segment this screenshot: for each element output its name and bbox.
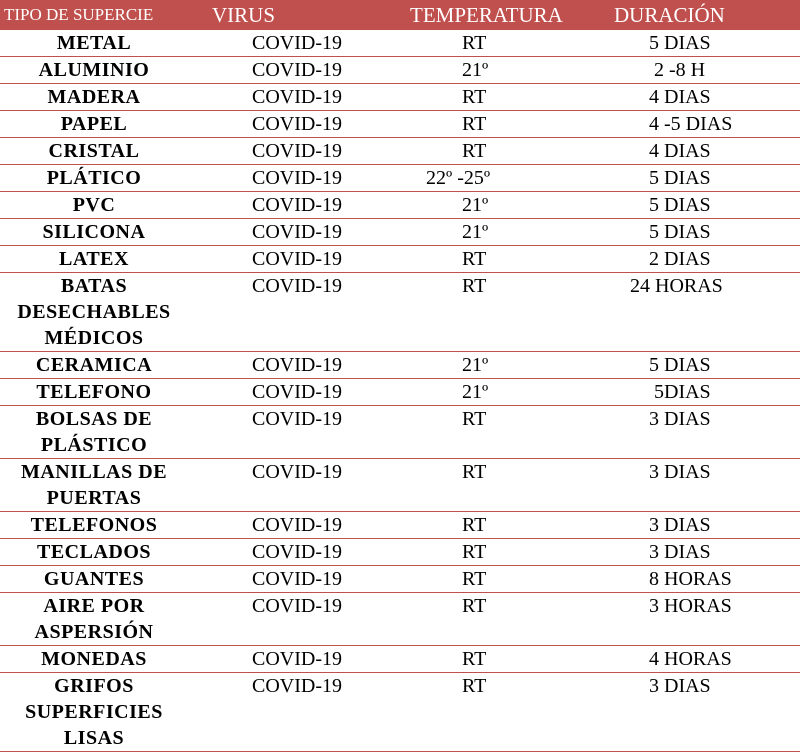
table-row	[0, 246, 800, 273]
duration-cell: 3 DIAS	[594, 539, 800, 566]
header-surface: TIPO DE SUPERCIE	[0, 0, 188, 30]
duration-cell: 5 DIAS	[594, 192, 800, 219]
surface-cell: BOLSAS DE PLÁSTICO	[0, 406, 188, 459]
temperature-cell: RT	[384, 646, 594, 673]
virus-cell: COVID-19	[188, 646, 384, 673]
table-row	[0, 192, 800, 219]
virus-cell: COVID-19	[188, 30, 384, 57]
table-row	[0, 219, 800, 246]
surface-cell: GUANTES	[0, 566, 188, 593]
virus-cell: COVID-19	[188, 512, 384, 539]
temperature-cell: RT	[384, 406, 594, 459]
temperature-cell: RT	[384, 138, 594, 165]
surface-cell: TELEFONO	[0, 379, 188, 406]
virus-cell: COVID-19	[188, 406, 384, 459]
surface-cell: PVC	[0, 192, 188, 219]
surface-cell: METAL	[0, 30, 188, 57]
table-row	[0, 379, 800, 406]
virus-cell: COVID-19	[188, 539, 384, 566]
temperature-cell: RT	[384, 273, 594, 352]
surface-cell: PLÁTICO	[0, 165, 188, 192]
table-row	[0, 539, 800, 566]
table-row	[0, 566, 800, 593]
temperature-cell: 21º	[384, 379, 594, 406]
surface-cell: SILICONA	[0, 219, 188, 246]
temperature-cell: RT	[384, 459, 594, 512]
table-row	[0, 57, 800, 84]
surface-cell: LATEX	[0, 246, 188, 273]
duration-cell: 3 DIAS	[594, 512, 800, 539]
temperature-cell: RT	[384, 30, 594, 57]
temperature-cell: RT	[384, 566, 594, 593]
virus-cell: COVID-19	[188, 84, 384, 111]
virus-cell: COVID-19	[188, 673, 384, 752]
header-row	[0, 0, 800, 30]
duration-cell: 5DIAS	[594, 379, 800, 406]
table-row	[0, 406, 800, 459]
virus-cell: COVID-19	[188, 273, 384, 352]
table-row	[0, 165, 800, 192]
virus-cell: COVID-19	[188, 352, 384, 379]
duration-cell: 5 DIAS	[594, 30, 800, 57]
virus-cell: COVID-19	[188, 459, 384, 512]
duration-cell: 24 HORAS	[594, 273, 800, 352]
temperature-cell: 21º	[384, 352, 594, 379]
duration-cell: 3 HORAS	[594, 593, 800, 646]
table-row	[0, 459, 800, 512]
duration-cell: 2 DIAS	[594, 246, 800, 273]
surface-cell: MADERA	[0, 84, 188, 111]
table-row	[0, 84, 800, 111]
table-row	[0, 273, 800, 352]
table-row	[0, 593, 800, 646]
header-virus: VIRUS	[188, 0, 384, 30]
duration-cell: 5 DIAS	[594, 352, 800, 379]
table-row	[0, 352, 800, 379]
header-duration: DURACIÓN	[594, 0, 800, 30]
duration-cell: 4 DIAS	[594, 84, 800, 111]
temperature-cell: RT	[384, 673, 594, 752]
virus-cell: COVID-19	[188, 138, 384, 165]
table-row	[0, 111, 800, 138]
virus-cell: COVID-19	[188, 165, 384, 192]
surface-cell: TECLADOS	[0, 539, 188, 566]
virus-cell: COVID-19	[188, 57, 384, 84]
temperature-cell: RT	[384, 593, 594, 646]
temperature-cell: RT	[384, 111, 594, 138]
temperature-cell: RT	[384, 512, 594, 539]
temperature-cell: 21º	[384, 192, 594, 219]
virus-cell: COVID-19	[188, 379, 384, 406]
surface-cell: CERAMICA	[0, 352, 188, 379]
table-row	[0, 512, 800, 539]
header-temperature: TEMPERATURA	[384, 0, 594, 30]
duration-cell: 4 -5 DIAS	[594, 111, 800, 138]
table-row	[0, 646, 800, 673]
duration-cell: 3 DIAS	[594, 673, 800, 752]
temperature-cell: RT	[384, 246, 594, 273]
surface-cell: CRISTAL	[0, 138, 188, 165]
table-row	[0, 673, 800, 752]
surface-cell: AIRE POR ASPERSIÓN	[0, 593, 188, 646]
table-body	[0, 30, 800, 752]
surface-cell: TELEFONOS	[0, 512, 188, 539]
temperature-cell: 22º -25º	[384, 165, 594, 192]
temperature-cell: RT	[384, 539, 594, 566]
virus-cell: COVID-19	[188, 566, 384, 593]
duration-cell: 5 DIAS	[594, 165, 800, 192]
surface-cell: GRIFOS SUPERFICIES LISAS	[0, 673, 188, 752]
table-header	[0, 0, 800, 30]
temperature-cell: 21º	[384, 57, 594, 84]
duration-cell: 4 DIAS	[594, 138, 800, 165]
duration-cell: 3 DIAS	[594, 406, 800, 459]
surface-cell: PAPEL	[0, 111, 188, 138]
table-row	[0, 30, 800, 57]
surface-cell: MANILLAS DE PUERTAS	[0, 459, 188, 512]
temperature-cell: RT	[384, 84, 594, 111]
surface-cell: MONEDAS	[0, 646, 188, 673]
virus-cell: COVID-19	[188, 246, 384, 273]
virus-cell: COVID-19	[188, 219, 384, 246]
temperature-cell: 21º	[384, 219, 594, 246]
surface-cell: BATAS DESECHABLES MÉDICOS	[0, 273, 188, 352]
virus-cell: COVID-19	[188, 593, 384, 646]
duration-cell: 4 HORAS	[594, 646, 800, 673]
table-row	[0, 138, 800, 165]
virus-cell: COVID-19	[188, 192, 384, 219]
duration-cell: 8 HORAS	[594, 566, 800, 593]
duration-cell: 3 DIAS	[594, 459, 800, 512]
duration-cell: 2 -8 H	[594, 57, 800, 84]
surface-cell: ALUMINIO	[0, 57, 188, 84]
duration-cell: 5 DIAS	[594, 219, 800, 246]
virus-cell: COVID-19	[188, 111, 384, 138]
